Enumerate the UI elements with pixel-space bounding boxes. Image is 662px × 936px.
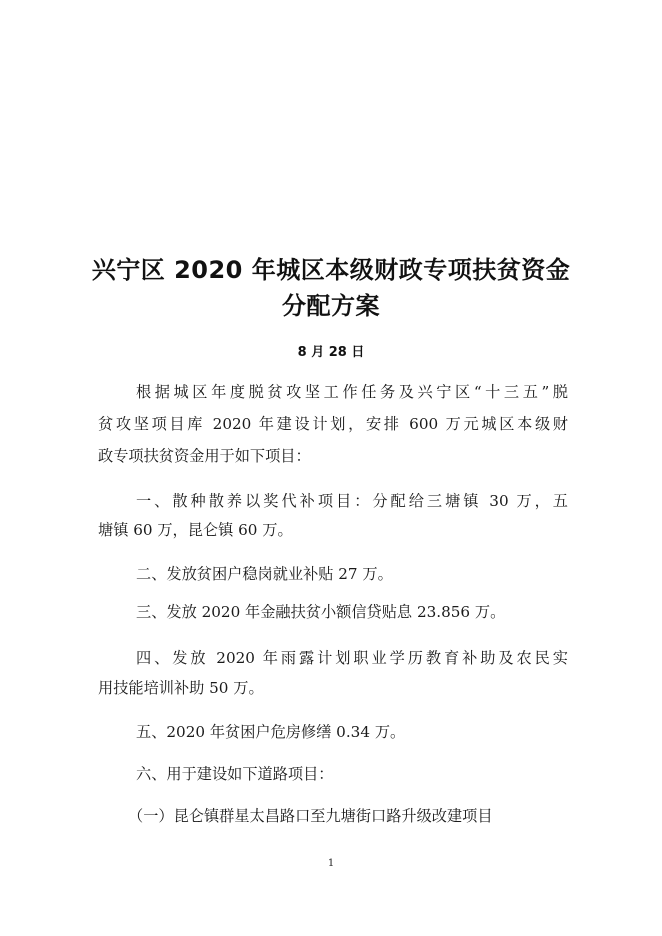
page-number: 1 <box>327 858 335 869</box>
paragraph-1-line-3: 政专项扶贫资金用于如下项目： <box>98 447 311 465</box>
paragraph-8-line-1: （一）昆仑镇群星太昌路口至九塘街口路升级改建项目 <box>128 807 493 825</box>
paragraph-5-line-2: 用技能培训补助 50 万。 <box>98 679 264 697</box>
document-title-line-1: 兴宁区 2020 年城区本级财政专项扶贫资金 <box>91 256 571 284</box>
paragraph-7-line-1: 六、用于建设如下道路项目： <box>136 765 334 783</box>
paragraph-2-line-1: 一、散种散养以奖代补项目：分配给三塘镇 30 万，五 <box>136 492 568 510</box>
paragraph-2-line-2: 塘镇 60 万，昆仑镇 60 万。 <box>98 521 293 539</box>
paragraph-1-line-2: 贫攻坚项目库 2020 年建设计划，安排 600 万元城区本级财 <box>98 415 568 433</box>
paragraph-5-line-1: 四、发放 2020 年雨露计划职业学历教育补助及农民实 <box>136 649 568 667</box>
paragraph-6-line-1: 五、2020 年贫困户危房修缮 0.34 万。 <box>136 723 406 741</box>
document-date: 8 月 28 日 <box>297 345 365 360</box>
paragraph-1-line-1: 根据城区年度脱贫攻坚工作任务及兴宁区“十三五”脱 <box>136 383 568 401</box>
paragraph-4-line-1: 三、发放 2020 年金融扶贫小额信贷贴息 23.856 万。 <box>136 603 506 621</box>
paragraph-3-line-1: 二、发放贫困户稳岗就业补贴 27 万。 <box>136 565 393 583</box>
document-title-line-2: 分配方案 <box>282 292 380 320</box>
